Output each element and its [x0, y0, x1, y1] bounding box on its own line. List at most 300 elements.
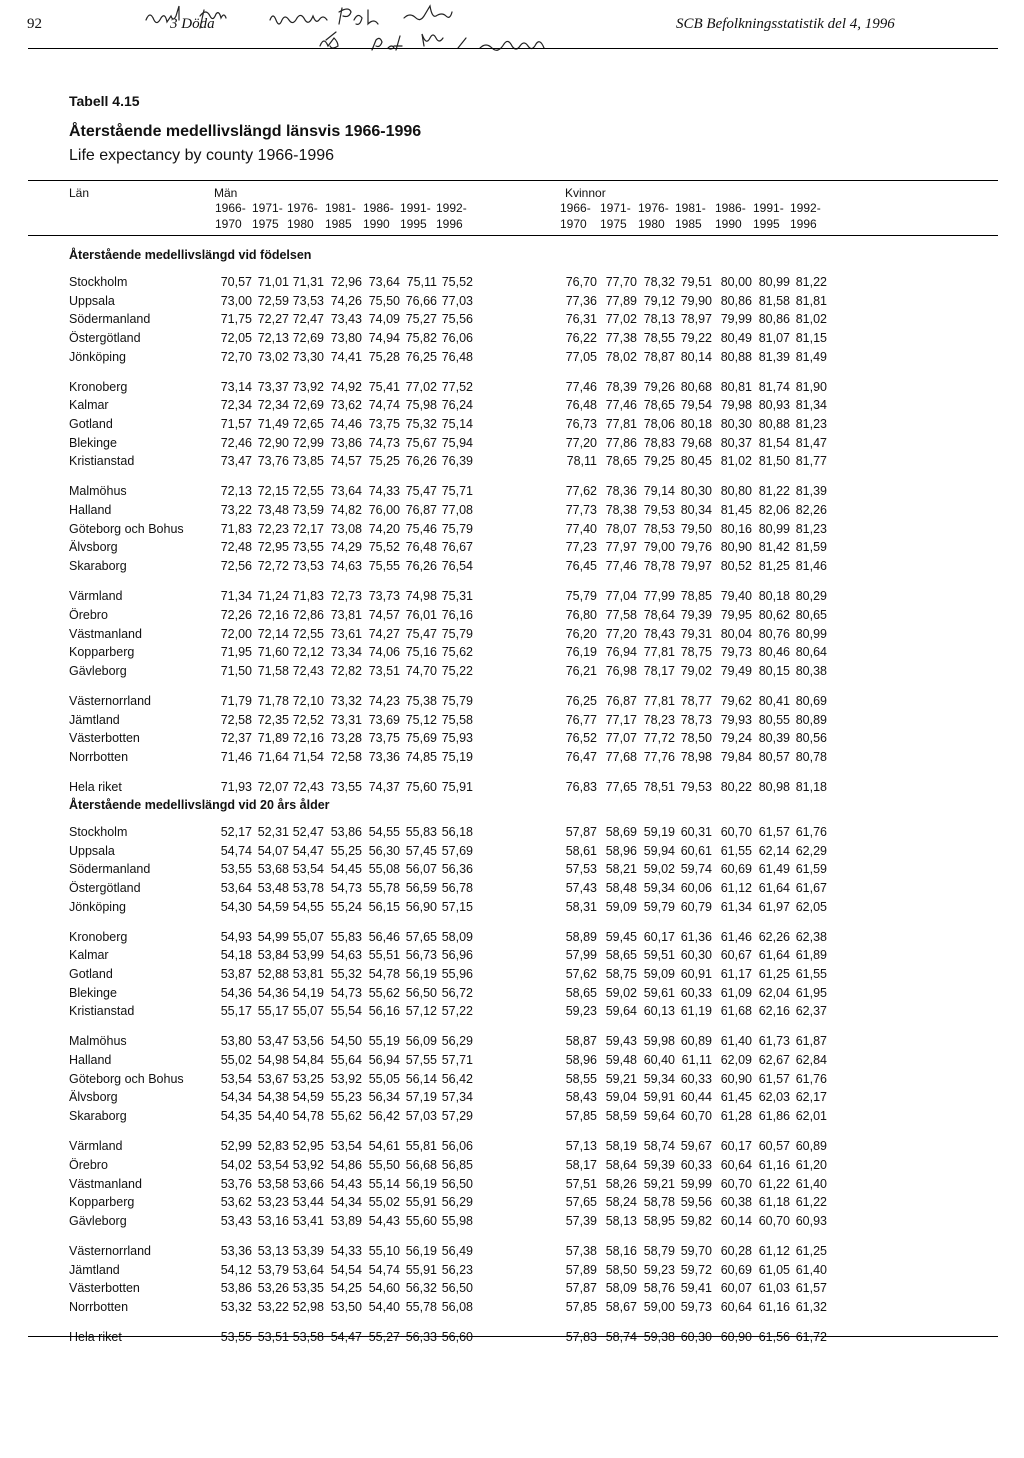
men-value: 75,46 [405, 522, 437, 536]
women-value: 76,80 [565, 608, 597, 622]
men-value: 73,75 [368, 731, 400, 745]
women-value: 81,39 [758, 350, 790, 364]
men-value: 72,73 [330, 589, 362, 603]
table-row [0, 503, 1024, 521]
men-value: 54,61 [368, 1139, 400, 1153]
women-value: 61,25 [795, 1244, 827, 1258]
period-end-women: 1995 [753, 217, 780, 231]
men-value: 55,23 [330, 1090, 362, 1104]
women-value: 80,69 [795, 694, 827, 708]
women-value: 78,36 [605, 484, 637, 498]
men-value: 74,94 [368, 331, 400, 345]
men-value: 54,47 [330, 1330, 362, 1344]
women-value: 60,57 [758, 1139, 790, 1153]
men-value: 73,75 [368, 417, 400, 431]
men-value: 72,90 [257, 436, 289, 450]
women-value: 78,85 [680, 589, 712, 603]
men-value: 73,73 [368, 589, 400, 603]
table-top-rule [28, 180, 998, 181]
table-row [0, 1300, 1024, 1318]
women-value: 78,64 [643, 608, 675, 622]
women-value: 80,41 [758, 694, 790, 708]
men-value: 71,34 [220, 589, 252, 603]
women-value: 61,57 [758, 1072, 790, 1086]
men-value: 53,89 [330, 1214, 362, 1228]
men-value: 56,06 [441, 1139, 473, 1153]
women-value: 59,09 [605, 900, 637, 914]
table-row [0, 713, 1024, 731]
women-value: 80,46 [758, 645, 790, 659]
women-value: 60,89 [680, 1034, 712, 1048]
men-value: 53,41 [292, 1214, 324, 1228]
women-value: 60,89 [795, 1139, 827, 1153]
men-value: 74,09 [368, 312, 400, 326]
men-value: 73,36 [368, 750, 400, 764]
men-value: 56,34 [368, 1090, 400, 1104]
women-value: 61,22 [758, 1177, 790, 1191]
men-value: 54,35 [220, 1109, 252, 1123]
women-value: 79,22 [680, 331, 712, 345]
women-value: 58,76 [643, 1281, 675, 1295]
men-value: 74,63 [330, 559, 362, 573]
men-value: 75,22 [441, 664, 473, 678]
women-value: 57,87 [565, 1281, 597, 1295]
men-value: 56,18 [441, 825, 473, 839]
women-value: 77,86 [605, 436, 637, 450]
men-value: 54,98 [257, 1053, 289, 1067]
men-value: 72,55 [292, 627, 324, 641]
women-value: 61,19 [680, 1004, 712, 1018]
women-value: 78,65 [605, 454, 637, 468]
women-value: 61,16 [758, 1300, 790, 1314]
period-start-men: 1991- [400, 201, 431, 215]
women-value: 59,02 [605, 986, 637, 1000]
men-value: 53,44 [292, 1195, 324, 1209]
men-value: 56,46 [368, 930, 400, 944]
men-value: 74,20 [368, 522, 400, 536]
women-value: 80,80 [720, 484, 752, 498]
men-value: 72,69 [292, 398, 324, 412]
women-value: 58,55 [565, 1072, 597, 1086]
men-value: 75,79 [441, 694, 473, 708]
table-row [0, 986, 1024, 1004]
period-end-women: 1970 [560, 217, 587, 231]
men-value: 73,14 [220, 380, 252, 394]
men-value: 73,55 [330, 780, 362, 794]
women-value: 80,88 [720, 350, 752, 364]
men-value: 56,68 [405, 1158, 437, 1172]
women-value: 79,99 [720, 312, 752, 326]
women-value: 60,38 [720, 1195, 752, 1209]
women-value: 57,62 [565, 967, 597, 981]
women-value: 80,49 [720, 331, 752, 345]
men-value: 73,34 [330, 645, 362, 659]
women-value: 80,00 [720, 275, 752, 289]
women-value: 59,48 [605, 1053, 637, 1067]
women-value: 61,22 [795, 1195, 827, 1209]
men-value: 56,85 [441, 1158, 473, 1172]
period-start-women: 1992- [790, 201, 821, 215]
county-name: Skaraborg [69, 1109, 127, 1123]
women-value: 77,72 [643, 731, 675, 745]
county-name: Kopparberg [69, 1195, 135, 1209]
women-value: 61,73 [758, 1034, 790, 1048]
women-value: 80,86 [720, 294, 752, 308]
women-value: 60,91 [680, 967, 712, 981]
men-value: 53,54 [330, 1139, 362, 1153]
men-value: 73,53 [292, 294, 324, 308]
men-value: 73,48 [257, 503, 289, 517]
table-row [0, 1244, 1024, 1262]
table-row [0, 589, 1024, 607]
county-name: Norrbotten [69, 750, 129, 764]
county-name: Västerbotten [69, 1281, 140, 1295]
men-value: 57,34 [441, 1090, 473, 1104]
men-value: 56,19 [405, 967, 437, 981]
women-value: 77,05 [565, 350, 597, 364]
period-start-men: 1976- [287, 201, 318, 215]
women-value: 60,33 [680, 986, 712, 1000]
men-value: 56,50 [441, 1281, 473, 1295]
men-value: 75,11 [406, 275, 437, 289]
women-value: 80,57 [758, 750, 790, 764]
men-value: 75,14 [441, 417, 473, 431]
women-value: 60,06 [680, 881, 712, 895]
county-name: Blekinge [69, 436, 117, 450]
table-row [0, 1139, 1024, 1157]
women-value: 61,18 [758, 1195, 790, 1209]
men-value: 73,30 [292, 350, 324, 364]
table-row [0, 627, 1024, 645]
men-value: 72,16 [292, 731, 324, 745]
men-value: 74,41 [330, 350, 362, 364]
women-value: 62,09 [720, 1053, 752, 1067]
men-value: 56,19 [405, 1177, 437, 1191]
table-row [0, 1177, 1024, 1195]
men-value: 53,64 [220, 881, 252, 895]
men-value: 73,64 [330, 484, 362, 498]
men-value: 71,01 [257, 275, 289, 289]
women-value: 59,79 [643, 900, 675, 914]
women-value: 77,76 [643, 750, 675, 764]
women-value: 59,73 [680, 1300, 712, 1314]
county-name: Kalmar [69, 948, 109, 962]
women-value: 62,37 [795, 1004, 827, 1018]
women-value: 58,19 [605, 1139, 637, 1153]
women-value: 59,61 [643, 986, 675, 1000]
section-heading: Återstående medellivslängd vid 20 års ålder [69, 798, 330, 812]
men-value: 54,34 [220, 1090, 252, 1104]
men-value: 74,70 [405, 664, 437, 678]
men-value: 75,31 [441, 589, 473, 603]
women-value: 81,59 [795, 540, 827, 554]
women-value: 62,01 [795, 1109, 827, 1123]
women-value: 80,55 [758, 713, 790, 727]
women-value: 62,26 [758, 930, 790, 944]
women-value: 61,40 [795, 1263, 827, 1277]
women-value: 76,70 [565, 275, 597, 289]
men-value: 72,56 [220, 559, 252, 573]
women-value: 77,73 [565, 503, 597, 517]
women-value: 77,81 [605, 417, 637, 431]
women-value: 80,18 [680, 417, 712, 431]
men-value: 53,32 [220, 1300, 252, 1314]
women-value: 61,86 [758, 1109, 790, 1123]
men-value: 72,58 [330, 750, 362, 764]
women-value: 57,39 [565, 1214, 597, 1228]
men-value: 71,24 [257, 589, 289, 603]
women-value: 81,46 [795, 559, 827, 573]
men-value: 75,27 [405, 312, 437, 326]
period-start-women: 1991- [753, 201, 784, 215]
women-value: 81,90 [795, 380, 827, 394]
women-value: 81,18 [795, 780, 827, 794]
women-value: 60,17 [643, 930, 675, 944]
men-value: 55,24 [330, 900, 362, 914]
men-value: 53,80 [220, 1034, 252, 1048]
men-value: 56,42 [368, 1109, 400, 1123]
men-value: 54,55 [292, 900, 324, 914]
men-value: 54,36 [220, 986, 252, 1000]
women-value: 76,73 [565, 417, 597, 431]
men-value: 53,79 [257, 1263, 289, 1277]
men-value: 72,05 [220, 331, 252, 345]
men-value: 53,58 [257, 1177, 289, 1191]
women-value: 79,14 [643, 484, 675, 498]
men-value: 55,10 [368, 1244, 400, 1258]
county-name: Skaraborg [69, 559, 127, 573]
women-value: 79,98 [720, 398, 752, 412]
county-name: Västerbotten [69, 731, 140, 745]
men-value: 53,92 [330, 1072, 362, 1086]
women-value: 81,58 [758, 294, 790, 308]
women-value: 61,36 [680, 930, 712, 944]
men-value: 56,16 [368, 1004, 400, 1018]
period-end-women: 1990 [715, 217, 742, 231]
women-value: 78,87 [643, 350, 675, 364]
men-value: 56,94 [368, 1053, 400, 1067]
men-value: 75,62 [441, 645, 473, 659]
men-value: 53,47 [257, 1034, 289, 1048]
men-value: 72,12 [292, 645, 324, 659]
page-number: 92 [27, 16, 42, 32]
men-value: 52,88 [257, 967, 289, 981]
women-value: 80,65 [795, 608, 827, 622]
table-row [0, 731, 1024, 749]
men-value: 57,22 [441, 1004, 473, 1018]
period-end-men: 1990 [363, 217, 390, 231]
women-value: 81,02 [720, 454, 752, 468]
women-value: 77,02 [605, 312, 637, 326]
men-value: 55,17 [220, 1004, 252, 1018]
women-value: 80,38 [795, 664, 827, 678]
table-row [0, 1072, 1024, 1090]
table-row [0, 294, 1024, 312]
men-value: 76,48 [405, 540, 437, 554]
men-value: 54,36 [257, 986, 289, 1000]
period-start-women: 1976- [638, 201, 669, 215]
men-value: 56,14 [405, 1072, 437, 1086]
men-value: 55,51 [368, 948, 400, 962]
women-value: 60,33 [680, 1072, 712, 1086]
table-bottom-rule [28, 1336, 998, 1337]
women-value: 58,87 [565, 1034, 597, 1048]
men-value: 71,46 [220, 750, 252, 764]
men-value: 54,30 [220, 900, 252, 914]
men-value: 54,86 [330, 1158, 362, 1172]
women-value: 60,69 [720, 862, 752, 876]
men-value: 74,98 [405, 589, 437, 603]
women-value: 78,98 [680, 750, 712, 764]
women-value: 58,64 [605, 1158, 637, 1172]
men-value: 54,12 [220, 1263, 252, 1277]
men-value: 53,35 [292, 1281, 324, 1295]
women-value: 60,17 [720, 1139, 752, 1153]
women-value: 76,77 [565, 713, 597, 727]
women-value: 76,31 [565, 312, 597, 326]
women-value: 59,09 [643, 967, 675, 981]
men-value: 54,60 [368, 1281, 400, 1295]
table-row [0, 1158, 1024, 1176]
county-name: Halland [69, 503, 112, 517]
county-name: Östergötland [69, 331, 141, 345]
women-value: 78,78 [643, 559, 675, 573]
men-value: 54,74 [368, 1263, 400, 1277]
county-name: Örebro [69, 1158, 108, 1172]
men-value: 72,65 [292, 417, 324, 431]
women-value: 59,23 [565, 1004, 597, 1018]
women-value: 58,13 [605, 1214, 637, 1228]
men-value: 53,66 [292, 1177, 324, 1191]
period-end-women: 1980 [638, 217, 665, 231]
women-value: 80,30 [680, 484, 712, 498]
men-value: 75,56 [441, 312, 473, 326]
men-value: 72,00 [220, 627, 252, 641]
women-value: 78,51 [643, 780, 675, 794]
women-value: 81,50 [758, 454, 790, 468]
table-row [0, 1195, 1024, 1213]
table-row [0, 1090, 1024, 1108]
women-value: 80,34 [680, 503, 712, 517]
men-value: 55,78 [405, 1300, 437, 1314]
women-value: 79,02 [680, 664, 712, 678]
women-value: 80,89 [795, 713, 827, 727]
men-value: 76,24 [441, 398, 473, 412]
women-value: 80,22 [720, 780, 752, 794]
men-value: 72,43 [292, 664, 324, 678]
men-value: 56,78 [441, 881, 473, 895]
women-value: 59,04 [605, 1090, 637, 1104]
men-value: 56,42 [441, 1072, 473, 1086]
women-value: 59,91 [643, 1090, 675, 1104]
women-value: 59,21 [605, 1072, 637, 1086]
men-value: 53,87 [220, 967, 252, 981]
women-value: 61,68 [720, 1004, 752, 1018]
men-value: 75,82 [405, 331, 437, 345]
women-value: 60,07 [720, 1281, 752, 1295]
men-value: 55,27 [368, 1330, 400, 1344]
women-value: 76,98 [605, 664, 637, 678]
men-value: 76,66 [405, 294, 437, 308]
county-name: Uppsala [69, 844, 115, 858]
women-value: 62,05 [795, 900, 827, 914]
women-value: 77,65 [605, 780, 637, 794]
men-value: 74,57 [330, 454, 362, 468]
col-header-county: Län [69, 186, 90, 200]
men-value: 54,99 [257, 930, 289, 944]
men-value: 75,58 [441, 713, 473, 727]
men-value: 56,59 [405, 881, 437, 895]
men-value: 75,25 [368, 454, 400, 468]
women-value: 79,97 [680, 559, 712, 573]
women-value: 60,14 [720, 1214, 752, 1228]
women-value: 61,55 [795, 967, 827, 981]
men-value: 73,28 [330, 731, 362, 745]
table-row [0, 948, 1024, 966]
women-value: 81,22 [758, 484, 790, 498]
women-value: 77,58 [605, 608, 637, 622]
women-value: 62,17 [795, 1090, 827, 1104]
women-value: 77,68 [605, 750, 637, 764]
men-value: 74,92 [330, 380, 362, 394]
men-value: 55,05 [368, 1072, 400, 1086]
women-value: 79,62 [720, 694, 752, 708]
men-value: 75,69 [405, 731, 437, 745]
women-value: 62,14 [758, 844, 790, 858]
table-row [0, 559, 1024, 577]
men-value: 71,64 [257, 750, 289, 764]
men-value: 53,76 [220, 1177, 252, 1191]
men-value: 56,32 [405, 1281, 437, 1295]
women-value: 59,23 [643, 1263, 675, 1277]
women-value: 79,31 [680, 627, 712, 641]
women-value: 60,79 [680, 900, 712, 914]
men-value: 57,15 [441, 900, 473, 914]
women-value: 76,83 [565, 780, 597, 794]
men-value: 53,39 [292, 1244, 324, 1258]
women-value: 60,30 [680, 948, 712, 962]
women-value: 59,39 [643, 1158, 675, 1172]
women-value: 61,45 [720, 1090, 752, 1104]
men-value: 53,56 [292, 1034, 324, 1048]
women-value: 81,22 [795, 275, 827, 289]
county-name: Västernorrland [69, 1244, 151, 1258]
men-value: 55,91 [405, 1263, 437, 1277]
header-rule [28, 48, 998, 49]
header-bottom-rule [28, 235, 998, 236]
women-value: 80,78 [795, 750, 827, 764]
women-value: 81,02 [795, 312, 827, 326]
men-value: 72,46 [220, 436, 252, 450]
period-start-men: 1966- [215, 201, 246, 215]
county-name: Värmland [69, 589, 123, 603]
men-value: 76,48 [441, 350, 473, 364]
table-row [0, 484, 1024, 502]
men-value: 76,26 [405, 454, 437, 468]
women-value: 57,53 [565, 862, 597, 876]
men-value: 54,59 [292, 1090, 324, 1104]
men-value: 53,54 [292, 862, 324, 876]
men-value: 56,07 [405, 862, 437, 876]
women-value: 58,24 [605, 1195, 637, 1209]
men-value: 73,92 [292, 380, 324, 394]
women-value: 61,34 [720, 900, 752, 914]
county-name: Östergötland [69, 881, 141, 895]
women-value: 61,67 [795, 881, 827, 895]
men-value: 52,47 [292, 825, 324, 839]
women-value: 62,03 [758, 1090, 790, 1104]
men-value: 75,47 [405, 627, 437, 641]
